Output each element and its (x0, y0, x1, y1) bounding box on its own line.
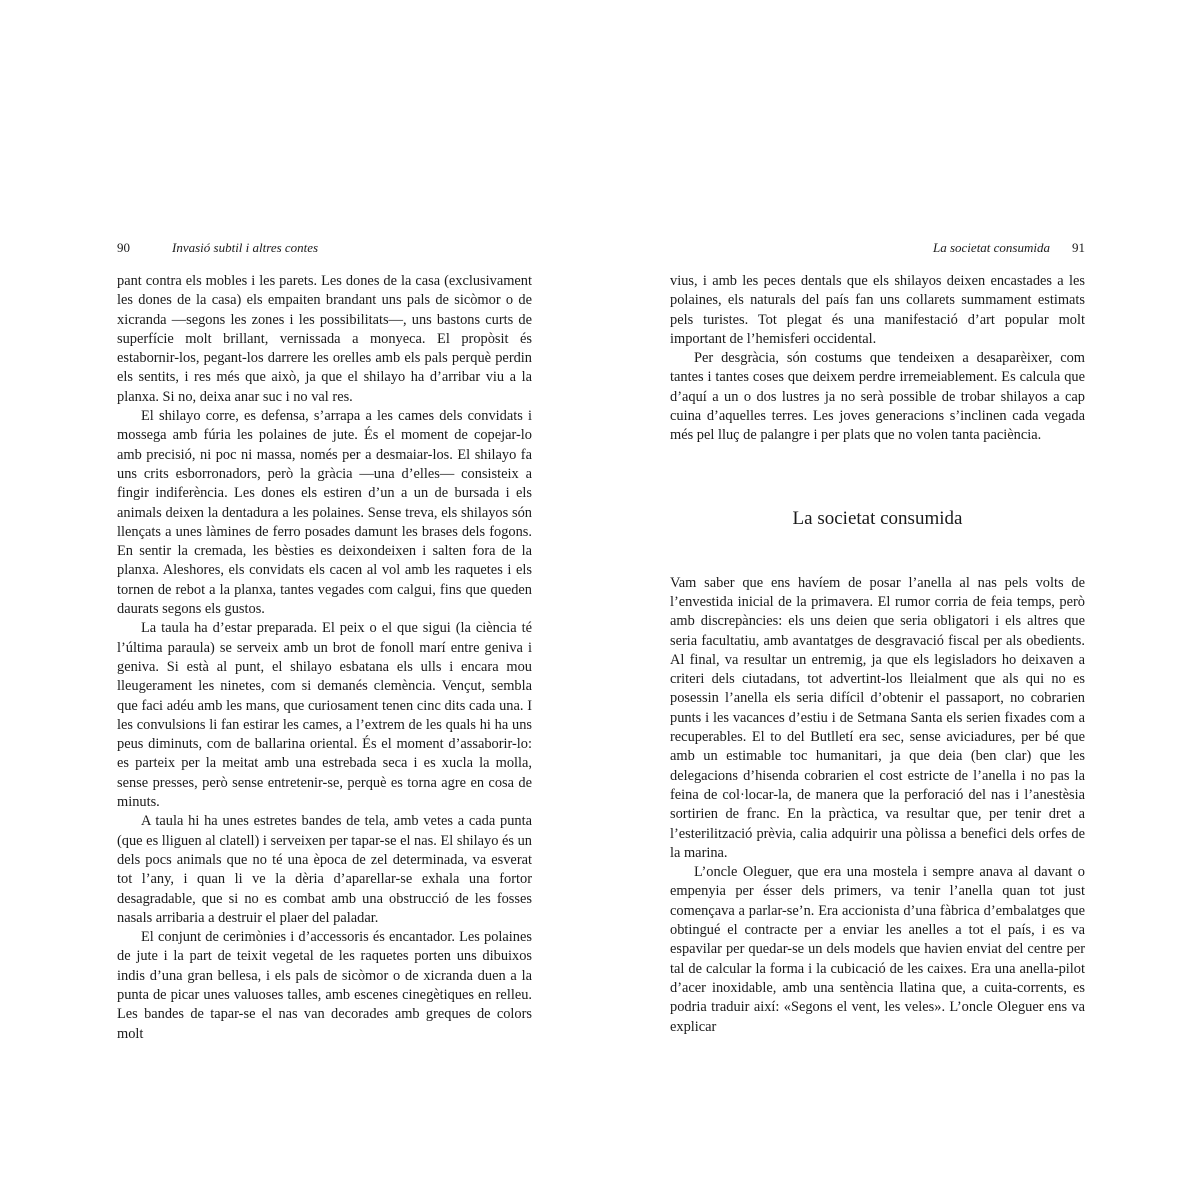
left-running-head (117, 238, 532, 260)
paragraph: L’oncle Oleguer, que era una mostela i sempre anava al davant o empenyia per ésser dels primers, va tenir l’anella quan tot just començava a parlar-se’n. Era accionista d’una fàbrica d’embalatges que obtingué el contracte per a enviar les anelles a tot el país, i es va espavilar per quedar-se un dels models que havien enviat del centre per tal de calcular la forma i la cubicació de les caixes. Era una anella-pilot d’acer inoxidable, amb una sentència llatina que, a cuita-corrents, es podria traduir així: «Segons el vent, les veles». L’oncle Oleguer ens va explicar (670, 864, 1085, 1035)
paragraph: A taula hi ha unes estretes bandes de tela, amb vetes a cada punta (que es lliguen al clatell) i serveixen per tapar-se el nas. El shilayo és un dels pocs animals que no té una època de zel determinada, va esverat tot l’any, i quan li ve la dèria d’aparellar-se exhala una fortor desagradable, que si no es combat amb una obstrucció de les fosses nasals arribaria a destruir el plaer del paladar. (117, 813, 532, 926)
left-page-text (117, 272, 532, 1044)
right-page-text (670, 272, 1085, 1037)
paragraph: Vam saber que ens havíem de posar l’anella al nas pels volts de l’envestida inicial de la primavera. El rumor corria de feia temps, però amb discrepàncies: els uns deien que seria obligatori i els altres que seria facultatiu, amb avantatges de desgravació fiscal per als obedients. Al final, va resultar un entremig, ja que els legisladors ho deixaven a criteri dels ciutadans, tot advertint-los lleialment que als qui no es posessin l’anella els seria difícil d’obtenir el passaport, no cobrarien punts i les vacances d’estiu i de Setmana Santa els serien fixades com a recuperables. El to del Butlletí era sec, sense aviciadures, per bé que amb un estimable toc humanitari, ja que deia (ben clar) que les delegacions d’hisenda cobrarien el cost estricte de l’anella i no pas la feina de col·locar-la, de manera que la perforació del nas i l’anestèsia sortirien de franc. En la pràctica, va resultar que, per tenir dret a l’esterilització prèvia, calia adquirir una pòlissa a benefici dels orfes de la marina. (670, 574, 1085, 861)
paragraph: pant contra els mobles i les parets. Les dones de la casa (exclusivament les dones de la casa) els empaiten brandant uns pals de sicòmor o de xicranda —segons les zones i les possibilitats—, uns bastons curts de superfície molt brillant, vernissada a monyeca. El propòsit és estabornir-los, pegant-los darrere les orelles amb els pals perquè perdin els sentits, i res més que això, ja que el shilayo ha d’arribar viu a la planxa. Si no, deixa anar suc i no val res. (117, 273, 532, 405)
page-number: 90 (117, 240, 130, 255)
paragraph: El shilayo corre, es defensa, s’arrapa a les cames dels convidats i mossega amb fúria les polaines de jute. És el moment de copejar-lo amb precisió, ni poc ni massa, només per a desmaiar-los. El shilayo fa uns crits esborronadors, però la gràcia —una d’elles— consisteix a fingir indiferència. Les dones els estiren d’un a un de bursada i els animals deixen la dentadura a les polaines. Sense treva, els shilayos són llençats a unes làmines de ferro posades damunt les brases dels fogons. En sentir la cremada, les bèsties es deixondeixen i salten fora de la planxa. Aleshores, els convidats els cacen al vol amb les raquetes i els tornen de rebot a la planxa, tantes vegades com calgui, fins que queden daurats segons els gustos. (117, 408, 532, 618)
running-title: Invasió subtil i altres contes (172, 240, 319, 255)
left-page (117, 238, 532, 1044)
right-running-head (670, 238, 1085, 260)
paragraph: Per desgràcia, són costums que tendeixen a desaparèixer, com tantes i tantes coses que deixem perdre irremeiablement. Es calcula que d’aquí a un o dos lustres ja no serà possible de trobar shilayos a cap cuina d’aquelles terres. Les joves generacions s’inclinen cada vegada més pel lluç de palangre i per plats que no volen tanta paciència. (670, 350, 1085, 444)
right-page (670, 238, 1085, 1037)
chapter-title: La societat consumida (792, 507, 963, 529)
paragraph: vius, i amb les peces dentals que els shilayos deixen encastades a les polaines, els naturals del país fan uns collarets summament estimats pels turistes. Tot plegat és una manifestació d’art popular molt important de l’hemisferi occidental. (670, 273, 1085, 347)
running-title: La societat consumida (933, 240, 1050, 255)
paragraph: La taula ha d’estar preparada. El peix o el que sigui (la ciència té l’última paraula) se serveix amb un brot de fonoll marí entre geniva i geniva. Si està al punt, el shilayo esbatana els ulls i encara mou lleugerament les ninetes, com si demanés clemència. Vençut, sembla que faci adéu amb les mans, que curiosament tenen cinc dits cada una. I les convulsions li fan estirar les cames, a l’extrem de les quals hi ha uns peus diminuts, com de ballarina oriental. És el moment d’assaborir-lo: es parteix per la meitat amb una estrebada seca i es xucla la molla, sense presses, però sense entretenir-se, perquè es torna agre en cosa de minuts. (117, 620, 532, 811)
paragraph: El conjunt de cerimònies i d’accessoris és encantador. Les polaines de jute i la part de teixit vegetal de les raquetes porten uns dibuixos indis d’una gran bellesa, i els pals de sicòmor o de xicranda duen a la punta de picar unes valuoses talles, amb escenes cinegètiques en relleu. Les bandes de tapar-se el nas van decorades amb greques de colors molt (117, 929, 532, 1042)
page-number: 91 (1072, 240, 1085, 255)
